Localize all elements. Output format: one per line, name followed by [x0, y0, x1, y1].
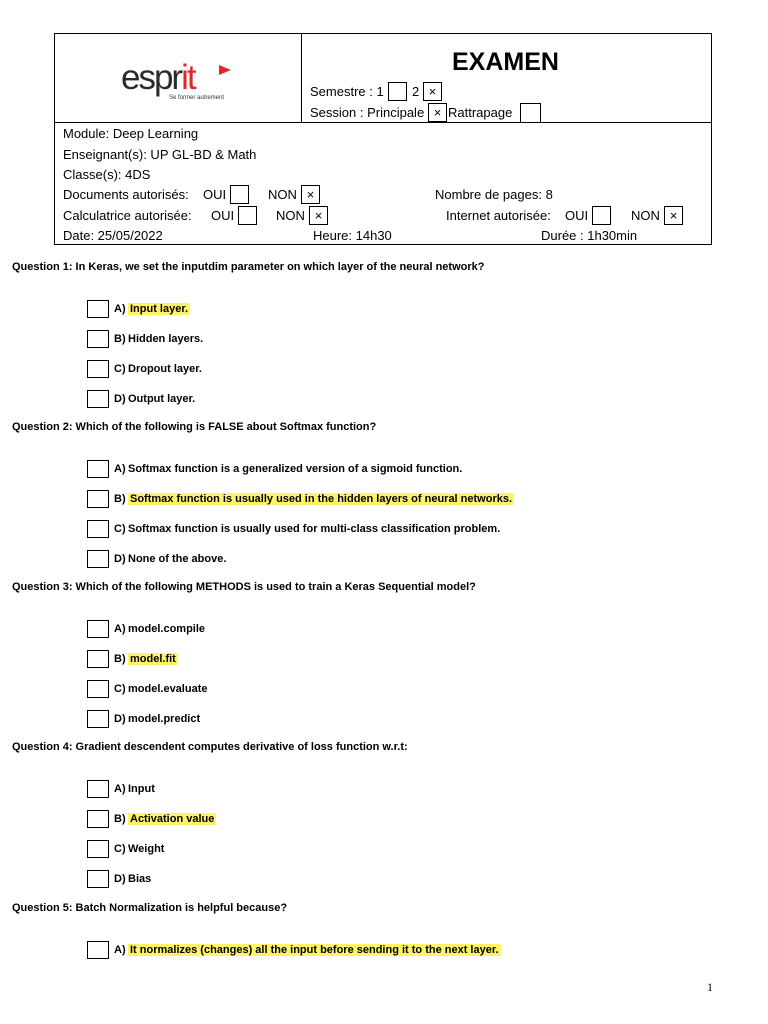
rattrapage-label: Rattrapage	[448, 105, 513, 120]
heure-line: Heure: 14h30	[313, 228, 392, 243]
option-text: Output layer.	[128, 393, 196, 405]
option-text-highlighted: Activation value	[130, 813, 215, 825]
option-text: Bias	[128, 873, 152, 885]
option-text: model.evaluate	[128, 683, 208, 695]
question-4-text: Question 4: Gradient descendent computes derivative of loss function w.r.t:	[12, 741, 408, 753]
question-5-text: Question 5: Batch Normalization is helpful because?	[12, 902, 288, 914]
logo-cell	[55, 34, 302, 123]
option-letter: B)	[114, 333, 126, 345]
internet-non-checkbox[interactable]: ×	[664, 206, 683, 225]
logo-wordmark: esprit	[121, 58, 195, 97]
internet-oui-label: OUI	[565, 208, 589, 223]
documents-oui-label: OUI	[203, 187, 227, 202]
question-3-text: Question 3: Which of the following METHODS is used to train a Keras Sequential model?	[12, 581, 476, 593]
date-line: Date: 25/05/2022	[63, 228, 163, 243]
semestre-2-label: 2	[412, 84, 420, 99]
option-letter: B)	[114, 813, 126, 825]
option-letter: B)	[114, 493, 126, 505]
option-text: None of the above.	[128, 553, 227, 565]
option-text-highlighted: It normalizes (changes) all the input before sending it to the next layer.	[130, 944, 499, 956]
duree-line: Durée : 1h30min	[541, 228, 638, 243]
option-letter: D)	[114, 713, 126, 725]
answer-checkbox[interactable]	[87, 680, 109, 698]
answer-checkbox[interactable]	[87, 840, 109, 858]
module-line: Module: Deep Learning	[63, 126, 199, 141]
calculatrice-label: Calculatrice autorisée:	[63, 208, 192, 223]
esprit-logo	[121, 58, 225, 101]
exam-title: EXAMEN	[452, 48, 559, 76]
exam-cell	[302, 34, 711, 123]
answer-checkbox[interactable]	[87, 390, 109, 408]
option-text: Input	[128, 783, 155, 795]
option-text-highlighted: model.fit	[130, 653, 176, 665]
option-letter: B)	[114, 653, 126, 665]
classes-line: Classe(s): 4DS	[63, 167, 151, 182]
answer-checkbox[interactable]	[87, 710, 109, 728]
answer-checkbox[interactable]	[87, 520, 109, 538]
answer-checkbox[interactable]	[87, 300, 109, 318]
option-text: Hidden layers.	[128, 333, 204, 345]
option-text: model.predict	[128, 713, 201, 725]
pages-line: Nombre de pages: 8	[435, 187, 553, 202]
documents-oui-checkbox[interactable]	[230, 185, 249, 204]
answer-checkbox[interactable]	[87, 941, 109, 959]
answer-checkbox[interactable]	[87, 810, 109, 828]
option-letter: A)	[114, 944, 126, 956]
option-text: Dropout layer.	[128, 363, 202, 375]
option-letter: C)	[114, 843, 126, 855]
semestre-2-checkbox[interactable]: ×	[423, 82, 442, 101]
internet-non-label: NON	[631, 208, 660, 223]
session-principale-checkbox[interactable]: ×	[428, 103, 447, 122]
option-letter: A)	[114, 623, 126, 635]
answer-checkbox[interactable]	[87, 330, 109, 348]
documents-non-checkbox[interactable]: ×	[301, 185, 320, 204]
documents-label: Documents autorisés:	[63, 187, 189, 202]
option-letter: D)	[114, 873, 126, 885]
answer-checkbox[interactable]	[87, 780, 109, 798]
option-letter: A)	[114, 783, 126, 795]
exam-header	[54, 33, 712, 245]
option-letter: D)	[114, 393, 126, 405]
option-letter: D)	[114, 553, 126, 565]
answer-checkbox[interactable]	[87, 360, 109, 378]
option-letter: A)	[114, 303, 126, 315]
option-text: model.compile	[128, 623, 206, 635]
option-text: Softmax function is usually used for multi-class classification problem.	[128, 523, 501, 535]
option-text: Weight	[128, 843, 165, 855]
option-text-highlighted: Input layer.	[130, 303, 189, 315]
answer-checkbox[interactable]	[87, 620, 109, 638]
question-1-text: Question 1: In Keras, we set the inputdim parameter on which layer of the neural network?	[12, 261, 485, 273]
calc-non-label: NON	[276, 208, 305, 223]
calc-oui-checkbox[interactable]	[238, 206, 257, 225]
logo-tagline: Se former autrement	[169, 95, 225, 101]
option-letter: A)	[114, 463, 126, 475]
logo-flag-icon	[219, 65, 231, 75]
option-letter: C)	[114, 363, 126, 375]
option-text: Softmax function is a generalized version of a sigmoid function.	[128, 463, 463, 475]
internet-label: Internet autorisée:	[446, 208, 551, 223]
answer-checkbox[interactable]	[87, 490, 109, 508]
calc-non-checkbox[interactable]: ×	[309, 206, 328, 225]
option-letter: C)	[114, 683, 126, 695]
calc-oui-label: OUI	[211, 208, 235, 223]
session-label: Session : Principale	[310, 105, 425, 120]
question-2-text: Question 2: Which of the following is FALSE about Softmax function?	[12, 421, 377, 433]
answer-checkbox[interactable]	[87, 460, 109, 478]
answer-checkbox[interactable]	[87, 870, 109, 888]
answer-checkbox[interactable]	[87, 650, 109, 668]
option-letter: C)	[114, 523, 126, 535]
logo-accent: it	[181, 58, 195, 97]
option-text-highlighted: Softmax function is usually used in the hidden layers of neural networks.	[130, 493, 513, 505]
enseignants-line: Enseignant(s): UP GL-BD & Math	[63, 147, 257, 162]
documents-non-label: NON	[268, 187, 297, 202]
answer-checkbox[interactable]	[87, 550, 109, 568]
internet-oui-checkbox[interactable]	[592, 206, 611, 225]
page-number: 1	[707, 980, 713, 994]
semestre-label: Semestre : 1	[310, 84, 384, 99]
rattrapage-checkbox[interactable]	[520, 103, 541, 123]
semestre-1-checkbox[interactable]	[388, 82, 407, 101]
